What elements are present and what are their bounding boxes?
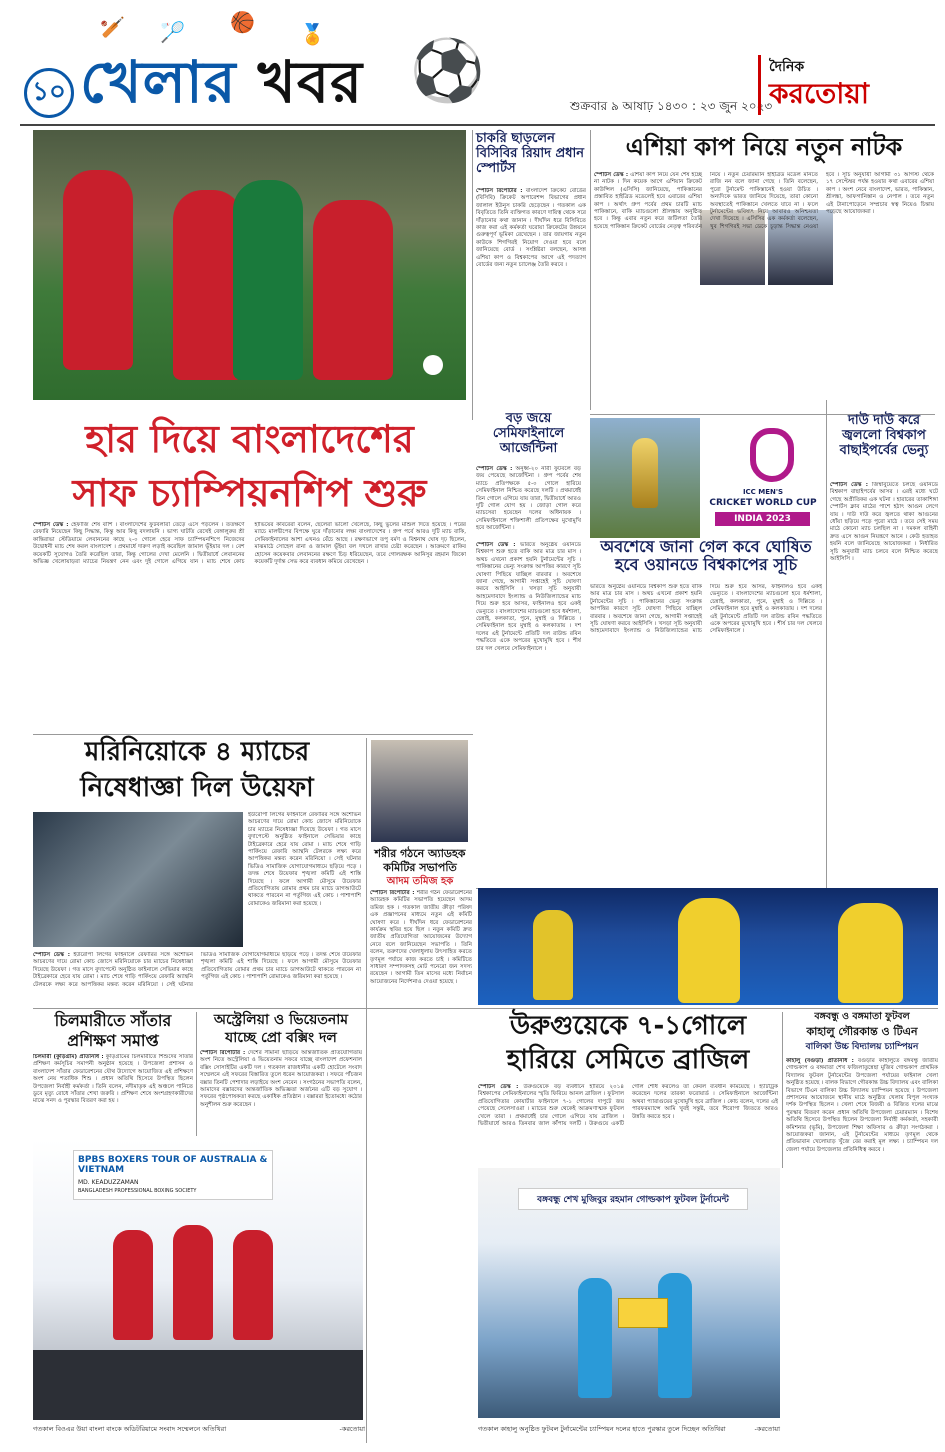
boxing-story [200, 1050, 362, 1136]
saff-headline-2: সাফ চ্যাম্পিয়নশিপ শুরু [72, 471, 427, 515]
brazil-headline-1: উরুগুয়েকে ৭-১গোলে [509, 1011, 747, 1041]
bcb-body: বাংলাদেশ ক্রিকেট বোর্ডের (বিসিবি) ক্রিকেট অপারেশন্স বিভাগের প্রধান জালাল ইউনুস চাকরি ছেড়েছেন । গতকাল এক বিবৃতিতে তিনি ব্যক্তিগত কারণে দায়িত্ব থেকে সরে দাঁড়ানোর কথা জানান । দীর্ঘদিন ধরে বিসিবিতে কাজ করা এই কর্মকর্তা ঘরোয়া ক্রিকেটের উন্নয়নে গুরুত্বপূর্ণ ভূমিকা রেখেছেন । তার জায়গায় নতুন কাউকে শিগগিরই নিয়োগ দেওয়া হবে বলে জানিয়েছে বোর্ড । সংশ্লিষ্টরা বলছেন, আসন্ন এশিয়া কাপ ও বিশ্বকাপের আগে এই পদত্যাগ বোর্ডের জন্য নতুন চ্যালেঞ্জ তৈরি করবে । [476, 188, 586, 269]
col-rule-3 [826, 400, 827, 888]
mourinho-story-bottom [33, 952, 361, 1004]
brand-word-2: খবর [257, 48, 364, 116]
worldcup-body: ভারতে অনুষ্ঠেয় ওয়ানডে বিশ্বকাপ শুরু হতে বাকি আর মাত্র চার মাস । অথচ এখনো প্রকাশ হয়নি টুর্নামেন্টের সূচি । পাকিস্তানের ভেন্যু সংক্রান্ত আপত্তির কারণে সূচি ঘোষণা পিছিয়ে যাচ্ছিল বারবার । অবশেষে জানা গেছে, আগামী সপ্তাহেই সূচি ঘোষণা করবে আইসিসি । খসড়া সূচি অনুযায়ী আহমেদাবাদে ইংল্যান্ড ও নিউজিল্যান্ডের ম্যাচ দিয়ে শুরু হবে আসর, ফাইনালও হবে একই ভেন্যুতে । বাংলাদেশের ম্যাচগুলো হবে ধর্মশালা, চেন্নাই, কলকাতা, পুনে, মুম্বাই ও দিল্লিতে । সেমিফাইনাল হবে মুম্বাই ও কলকাতায় । দশ দলের এই টুর্নামেন্টে প্রতিটি দল রাউন্ড রবিন পদ্ধতিতে একে অপরের মুখোমুখি হবে । শীর্ষ চার দল খেলবে সেমিফাইনালে । [476, 542, 581, 652]
worldcup-story-col2 [590, 584, 822, 886]
logo-line-1: দৈনিক [769, 59, 805, 75]
goldcup-credit: -করতোয়া [754, 1425, 780, 1433]
boxing-reporter: স্পোর্টস রিপোর্টার : [200, 1050, 246, 1056]
shuttlecock-icon: 🏸 [160, 20, 185, 44]
goldcup-caption: গতকাল কাহালু অনুষ্ঠিত ফুটবল টুর্নামেন্টের চ্যাম্পিয়ন দলের হাতে পুরস্কার তুলে দিচ্ছেন অতিথিরা [478, 1425, 726, 1433]
boxing-banner-name: MD. KEADUZZAMAN [78, 1179, 139, 1186]
goldcup-prize-photo [478, 1168, 780, 1418]
boxer-3 [233, 1230, 273, 1340]
player-red-1 [63, 170, 133, 370]
boxer-1 [113, 1230, 153, 1340]
venue-headline: দাউ দাউ করে জ্বললো বিশ্বকাপ বাছাইপর্বের ভেন্যু [839, 413, 929, 458]
section-brand [80, 38, 363, 135]
worldcup-story-col1 [476, 542, 581, 887]
bcb-headline: চাকরি ছাড়লেন বিসিবির রিয়াদ প্রধান স্পোর্টস [476, 131, 585, 176]
goldcup-body: বগুড়ার কাহালুতে বঙ্গবন্ধু জাতীয় গোল্ডকাপ ও বঙ্গমাতা শেখ ফজিলাতুন্নেছা মুজিব গোল্ডকাপ প্রাথমিক বিদ্যালয় ফুটবল টুর্নামেন্টের উপজেলা পর্যায়ের ফাইনাল খেলা অনুষ্ঠিত হয়েছে । বালক বিভাগে গৌরকান্ত উচ্চ বিদ্যালয় এবং বালিকা বিভাগে টিএন বালিকা উচ্চ বিদ্যালয় চ্যাম্পিয়ন হয়েছে । উপজেলা প্রশাসনের আয়োজনে স্থানীয় মাঠে অনুষ্ঠিত খেলায় বিপুল সংখ্যক দর্শক উপস্থিত ছিলেন । খেলা শেষে বিজয়ী ও বিজিত দলের মাঝে পুরস্কার বিতরণ করেন প্রধান অতিথি উপজেলা চেয়ারম্যান । বিশেষ অতিথি হিসেবে উপস্থিত ছিলেন উপজেলা নির্বাহী কর্মকর্তা, সহকারী কমিশনার (ভূমি), উপজেলা শিক্ষা অফিসার ও ক্রীড়া সংগঠকরা । আয়োজকরা জানান, এই টুর্নামেন্টের মাধ্যমে তৃণমূল থেকে প্রতিভাবান খেলোয়াড় খুঁজে বের করাই মূল লক্ষ্য । চ্যাম্পিয়ন দল জেলা পর্যায়ে উপজেলার প্রতিনিধিত্ব করবে । [786, 1058, 938, 1153]
goldcup-reporter: কাহালু (বগুড়া) প্রতিনিধি : [786, 1058, 854, 1064]
boxing-body: দেশের সীমানা ছাড়িয়ে আন্তর্জাতিক প্রতিযোগিতায় অংশ নিতে অস্ট্রেলিয়া ও ভিয়েতনাম সফরে যাচ্ছে বাংলাদেশ প্রফেশনাল বক্সিং সোসাইটির একটি দল । গতকাল রাজধানীর একটি হোটেলে সংবাদ সম্মেলনে এই সফরের বিস্তারিত তুলে ধরেন আয়োজকরা । সফরে পাঁচজন বক্সার তিনটি পেশাদার লড়াইয়ে অংশ নেবেন । সংগঠনের সভাপতি বলেন, আমাদের বক্সারদের আন্তর্জাতিক অভিজ্ঞতা অর্জনের এটি বড় সুযোগ । সফরের পৃষ্ঠপোষকতা করছে একাধিক প্রতিষ্ঠান । বক্সাররা ইতোমধ্যে কঠোর অনুশীলন শুরু করেছেন । [200, 1050, 362, 1108]
boxing-headline-2: যাচ্ছে প্রো বক্সিং দল [225, 1030, 337, 1046]
player-yellow-3 [838, 903, 903, 1003]
page-number: ১০ [24, 68, 74, 118]
player-green [233, 180, 303, 380]
wc-logo-line1: ICC MEN'S [742, 488, 784, 496]
swim-headline-1: চিলমারীতে সাঁতার [54, 1011, 172, 1030]
worldcup-body-cont: ভারতে অনুষ্ঠেয় ওয়ানডে বিশ্বকাপ শুরু হতে বাকি আর মাত্র চার মাস । অথচ এখনো প্রকাশ হয়নি টুর্নামেন্টের সূচি । পাকিস্তানের ভেন্যু সংক্রান্ত আপত্তির কারণে সূচি ঘোষণা পিছিয়ে যাচ্ছিল বারবার । অবশেষে জানা গেছে, আগামী সপ্তাহেই সূচি ঘোষণা করবে আইসিসি । খসড়া সূচি অনুযায়ী আহমেদাবাদে ইংল্যান্ড ও নিউজিল্যান্ডের ম্যাচ দিয়ে শুরু হবে আসর, ফাইনালও হবে একই ভেন্যুতে । বাংলাদেশের ম্যাচগুলো হবে ধর্মশালা, চেন্নাই, কলকাতা, পুনে, মুম্বাই ও দিল্লিতে । সেমিফাইনাল হবে মুম্বাই ও কলকাতায় । দশ দলের এই টুর্নামেন্টে প্রতিটি দল রাউন্ড রবিন পদ্ধতিতে একে অপরের মুখোমুখি হবে । শীর্ষ চার দল খেলবে সেমিফাইনালে । [590, 584, 822, 635]
col-rule-1 [472, 130, 473, 420]
boxing-credit: -করতোয়া [339, 1425, 365, 1433]
saff-reporter: স্পোর্টস ডেস্ক : [33, 522, 69, 528]
row-rule-bottom [33, 1008, 938, 1009]
mourinho-headline-2: নিষেধাজ্ঞা দিল উয়েফা [80, 773, 314, 803]
boxing-press-photo [33, 1140, 363, 1420]
trophy-banner [618, 1298, 668, 1328]
player-yellow-1 [533, 910, 573, 1000]
saff-headline-1: হার দিয়ে বাংলাদেশের [85, 417, 414, 461]
mourinho-body: ইউরোপা লিগের ফাইনালে রেফারির সঙ্গে অশোভন আচরণের দায়ে রোমা কোচ জোসে মরিনিয়োকে চার ম্যাচের নিষেধাজ্ঞা দিয়েছে উয়েফা । গত মাসে বুদাপেস্টে অনুষ্ঠিত ফাইনালে সেভিয়ার কাছে টাইব্রেকারে হেরে যায় রোমা । ম্যাচ শেষে গাড়ি পার্কিংয়ে রেফারি অ্যান্থনি টেলরকে লক্ষ্য করে আপত্তিকর মন্তব্য করেন মরিনিয়ো । সেই ঘটনার ভিডিও সামাজিক যোগাযোগমাধ্যমে ছড়িয়ে পড়ে । তদন্ত শেষে উয়েফার শৃঙ্খলা কমিটি এই শাস্তি দিয়েছে । ফলে আগামী মৌসুমে উয়েফার প্রতিযোগিতায় রোমার প্রথম চার ম্যাচে ডাগআউটে থাকতে পারবেন না পর্তুগিজ এই কোচ । পাশাপাশি রোমাকেও জরিমানা করা হয়েছে । [248, 812, 361, 907]
ahad-body: শরীর গঠন ফেডারেশনের অ্যাডহক কমিটির সভাপতি হয়েছেন আদম তমিজ হক । গতকাল জাতীয় ক্রীড়া পরিষদ এক প্রজ্ঞাপনের মাধ্যমে নতুন এই কমিটি ঘোষণা করে । দীর্ঘদিন ধরে ফেডারেশনের কার্যক্রম স্থবির হয়ে ছিল । নতুন কমিটি দ্রুত জাতীয় প্রতিযোগিতা আয়োজনের উদ্যোগ নেবে বলে জানিয়েছেন সভাপতি । তিনি বলেন, তরুণদের খেলাধুলায় উৎসাহিত করতে তৃণমূল পর্যায়ে কাজ করতে চাই । কমিটিতে সাধারণ সম্পাদকসহ মোট পনেরো জন সদস্য রয়েছেন । আগামী তিন মাসের মধ্যে নির্বাচন আয়োজনের নির্দেশনাও দেওয়া হয়েছে । [370, 890, 472, 985]
ahad-story [370, 890, 472, 1442]
mourinho-photo [33, 812, 243, 947]
mourinho-body-cont: ইউরোপা লিগের ফাইনালে রেফারির সঙ্গে অশোভন আচরণের দায়ে রোমা কোচ জোসে মরিনিয়োকে চার ম্যাচের নিষেধাজ্ঞা দিয়েছে উয়েফা । গত মাসে বুদাপেস্টে অনুষ্ঠিত ফাইনালে সেভিয়ার কাছে টাইব্রেকারে হেরে যায় রোমা । ম্যাচ শেষে গাড়ি পার্কিংয়ে রেফারি অ্যান্থনি টেলরকে লক্ষ্য করে আপত্তিকর মন্তব্য করেন মরিনিয়ো । সেই ঘটনার ভিডিও সামাজিক যোগাযোগমাধ্যমে ছড়িয়ে পড়ে । তদন্ত শেষে উয়েফার শৃঙ্খলা কমিটি এই শাস্তি দিয়েছে । ফলে আগামী মৌসুমে উয়েফার প্রতিযোগিতায় রোমার প্রথম চার ম্যাচে ডাগআউটে থাকতে পারবেন না পর্তুগিজ এই কোচ । পাশাপাশি রোমাকেও জরিমানা করা হয়েছে । [33, 952, 361, 988]
brazil-reporter: স্পোর্টস ডেস্ক : [478, 1084, 519, 1090]
wc-logo-line2: CRICKET WORLD CUP [709, 498, 817, 508]
boxing-banner-org: BANGLADESH PROFESSIONAL BOXING SOCIETY [78, 1188, 197, 1194]
wc-logo-panel [700, 418, 817, 538]
saff-match-photo [33, 130, 466, 400]
brand-word-1: খেলার [80, 48, 237, 116]
bcb-reporter: স্পোর্টস রিপোর্টার : [476, 188, 523, 194]
masthead [0, 0, 945, 125]
brazil-headline-2: হারিয়ে সেমিতে ব্রাজিল [506, 1045, 750, 1075]
ahad-headline-2: কমিটির সভাপতি [383, 861, 457, 874]
argentina-story [476, 466, 581, 540]
row-rule-mourinho [33, 734, 473, 735]
swim-story [33, 1054, 193, 1134]
football-icon [423, 355, 443, 375]
boxing-banner [73, 1150, 273, 1200]
wc-logo-icon [750, 428, 794, 482]
swim-headline-2: প্রশিক্ষণ সমাপ্ত [67, 1031, 159, 1050]
argentina-body: অনূর্ধ্ব-২০ নারী ফুটবলে বড় জয় পেয়েছে আর্জেন্টিনা । গ্রুপ পর্বের শেষ ম্যাচে প্রতিপক্ষকে ৫-০ গোলে হারিয়ে সেমিফাইনাল নিশ্চিত করেছে দলটি । প্রথমার্ধেই তিন গোলে এগিয়ে যায় তারা, দ্বিতীয়ার্ধে আরও দুটি গোল যোগ হয় । জোড়া গোল করে ম্যাচসেরা হয়েছেন দলের অধিনায়ক । সেমিফাইনালে শক্তিশালী প্রতিপক্ষের মুখোমুখি হবে আর্জেন্টিনা । [476, 466, 581, 532]
ahad-portrait [371, 740, 468, 842]
argentina-reporter: স্পোর্টস ডেস্ক : [476, 466, 513, 472]
goldcup-headline-3: বালিকা উচ্চ বিদ্যালয় চ্যাম্পিয়ন [805, 1042, 919, 1052]
goldcup-headline-2: কাহালু গৌরকান্ত ও টিএন [806, 1025, 918, 1038]
asiacup-body: এশিয়া কাপ নিয়ে যেন শেষ হচ্ছে না নাটক । দিন কয়েক আগে এশিয়ান ক্রিকেট কাউন্সিল (এসিসি) জানিয়েছে, পাকিস্তানের প্রস্তাবিত হাইব্রিড মডেলেই হবে এবারের এশিয়া কাপ । অর্থাৎ গ্রুপ পর্বের প্রথম চারটি ম্যাচ পাকিস্তানে, বাকি ম্যাচগুলো শ্রীলঙ্কায় অনুষ্ঠিত হবে । কিন্তু এবার নতুন করে জটিলতা তৈরি হয়েছে পাকিস্তান ক্রিকেট বোর্ডের নেতৃত্ব পরিবর্তন নিয়ে । নতুন চেয়ারম্যান হাইব্রিড মডেল মানতে রাজি নন বলে জানা গেছে । তিনি বলেছেন, পুরো টুর্নামেন্ট পাকিস্তানেই হওয়া উচিত । অন্যদিকে ভারত জানিয়ে দিয়েছে, তারা কোনো অবস্থাতেই পাকিস্তানে খেলতে যাবে না । ফলে টুর্নামেন্টের ভবিষ্যৎ নিয়ে আবারও অনিশ্চয়তা দেখা দিয়েছে । এসিসির এক কর্মকর্তা বলেছেন, খুব শিগগিরই সভা ডেকে চূড়ান্ত সিদ্ধান্ত নেওয়া হবে । সূচি অনুযায়ী আগামী ৩১ আগস্ট থেকে ১৭ সেপ্টেম্বর পর্যন্ত হওয়ার কথা এবারের এশিয়া কাপ । অংশ নেবে বাংলাদেশ, ভারত, পাকিস্তান, শ্রীলঙ্কা, আফগানিস্তান ও নেপাল । তবে নতুন এই টানাপোড়েনে সম্প্রচার স্বত্ব নিয়েও চিন্তায় পড়েছে আয়োজকরা । [594, 172, 934, 230]
boxer-2 [173, 1225, 213, 1340]
boxing-headline-1: অস্ট্রেলিয়া ও ভিয়েতনাম [213, 1012, 349, 1028]
swim-body: কুড়িগ্রামের চিলমারীতে শিশুদের সাঁতার প্রশিক্ষণ কর্মসূচির সমাপনী অনুষ্ঠান হয়েছে । উপজেলা প্রশাসন ও বাংলাদেশ সাঁতার ফেডারেশনের যৌথ উদ্যোগে আয়োজিত এই প্রশিক্ষণে অংশ নেয় শতাধিক শিশু । প্রধান অতিথি হিসেবে উপস্থিত ছিলেন উপজেলা নির্বাহী কর্মকর্তা । তিনি বলেন, নদীমাতৃক এই অঞ্চলে পানিতে ডুবে মৃত্যু রোধে সাঁতার শেখা জরুরি । প্রশিক্ষণ শেষে অংশগ্রহণকারীদের মাঝে সনদ ও পুরস্কার বিতরণ করা হয় । [33, 1054, 193, 1105]
mourinho-reporter: স্পোর্টস ডেস্ক : [33, 952, 70, 958]
boxing-caption: গতকাল বিওএর উয়া বাংলা বাংকে অডিটরিয়ামে সংবাদ সম্মেলনে অতিথিরা [33, 1425, 227, 1433]
saff-body: হেফাজি শেষ বাঁশি । বাংলাদেশের ফুটবলারা তেড়ে এসে পড়লেন । ততক্ষণে রেফারি নিয়েছেন কিছু সিদ্ধান্ত, কিন্তু আর কিছু বদলায়নি । ভাগ্য ঘাটতি রেখেই বেঙ্গালুরুর শ্রী কান্তিরাভা স্টেডিয়ামে লেবাননের কাছে ২-০ গোলে হেরে সাফ চ্যাম্পিয়নশিপে নিজেদের উদ্বোধনী ম্যাচ শেষ করল বাংলাদেশ । প্রথমার্ধে দারুণ লড়াই করেছিল জামাল ভূঁইয়ার দল । বেশ কয়েকটি সুযোগও তৈরি করেছিল তারা, কিন্তু গোলের দেখা মেলেনি । দ্বিতীয়ার্ধে লেবাননের অভিজ্ঞ খেলোয়াড়রা ম্যাচের নিয়ন্ত্রণ নেন এবং দুই গোলে এগিয়ে যান । ম্যাচ শেষে কোচ হাভিয়ের কাবরেরা বলেন, ছেলেরা ভালো খেলেছে, কিছু ভুলের মাশুল দিতে হয়েছে । পরের ম্যাচে মালদ্বীপের বিপক্ষে ঘুরে দাঁড়ানোর লক্ষ্য বাংলাদেশের । গ্রুপ পর্বে আরও দুটি ম্যাচ বাকি, সেমিফাইনালের আশা এখনও বেঁচে আছে । রক্ষণভাগে তপু বর্মণ ও বিশ্বনাথ ঘোষ দৃঢ় ছিলেন, মাঝমাঠে সোহেল রানা ও জামাল ভূঁইয়া বল দখলে রাখার চেষ্টা করেছেন । আক্রমণে রাকিব হোসেন কয়েকবার লেবাননের রক্ষণে চিড় ধরিয়েছেন, তবে গোলরক্ষক আনিসুর রহমান জিকো কয়েকটি দুর্দান্ত সেভ করে ব্যবধান কমিয়ে রেখেছেন । [33, 522, 466, 566]
ahad-headline-3: আদম তমিজ হক [386, 876, 454, 887]
col-rule-2 [590, 130, 591, 410]
worldcup-headline: অবশেষে জানা গেল কবে ঘোষিত হবে ওয়ানডে বিশ্বকাপের সূচি [600, 537, 812, 575]
trophy-photo [590, 418, 700, 538]
player-blue-1 [578, 1278, 612, 1398]
wc-logo-line3: INDIA 2023 [715, 512, 810, 526]
venue-reporter: স্পোর্টস ডেস্ক : [830, 482, 868, 488]
issue-date: শুক্রবার ৯ আষাঢ় ১৪৩০ : ২৩ জুন ২০২৩ [570, 99, 773, 113]
venue-story [830, 482, 938, 887]
mourinho-headline-1: মরিনিয়োকে ৪ ম্যাচের [84, 737, 310, 767]
mourinho-story [248, 812, 361, 947]
trophy-icon [632, 438, 658, 508]
argentina-headline: বড় জয়ে সেমিফাইনালে আর্জেন্টিনা [492, 411, 565, 456]
col-rule-6 [782, 1012, 783, 1168]
bcb-story [476, 188, 586, 410]
venue-body: জিম্বাবুয়েতে চলছে ওয়ানডে বিশ্বকাপ বাছাইপর্বের আসর । এরই মধ্যে ঘটে গেছে অপ্রীতিকর এক ঘটনা । হারারের তাকাশিঙ্গা স্পোর্টস ক্লাব মাঠের পাশে হঠাৎ আগুন লেগে যায় । দাউ দাউ করে জ্বলতে থাকা আগুনের ধোঁয়া ছড়িয়ে পড়ে পুরো মাঠে । তবে সেই সময় মাঠে কোনো ম্যাচ চলছিল না । দমকল বাহিনী দ্রুত এসে আগুন নিয়ন্ত্রণে আনে । কেউ হতাহত হয়নি বলে জানিয়েছে আয়োজকরা । নির্ধারিত সূচি অনুযায়ী ম্যাচ চলবে বলে নিশ্চিত করেছে আইসিসি । [830, 482, 938, 563]
col-rule-5 [196, 1012, 197, 1136]
goldcup-headline-1: বঙ্গবন্ধু ও বঙ্গমাতা ফুটবল [814, 1011, 910, 1022]
worldcup-reporter: স্পোর্টস ডেস্ক : [476, 542, 516, 548]
brazil-story [478, 1084, 778, 1164]
brazil-body: উরুগুয়েকে বড় ব্যবধানে হারিয়ে ২০১৪ বিশ্বকাপের সেমিফাইনালের স্মৃতি ফিরিয়ে আনল ব্রাজিল । ফুটসাল প্রতিযোগিতার কোয়ার্টার ফাইনালে ৭-১ গোলের দাপুটে জয় পেয়েছে সেলেসাওরা । ম্যাচের শুরু থেকেই আক্রমণাত্মক ফুটবল খেলে তারা । প্রথমার্ধেই চার গোলে এগিয়ে যায় ব্রাজিল । দ্বিতীয়ার্ধে আরও তিনবার জাল কাঁপায় দলটি । উরুগুয়ে একটি গোল শোধ করলেও তা কেবল ব্যবধান কমিয়েছে । হ্যাটট্রিক করেছেন দলের তারকা ফরোয়ার্ড । সেমিফাইনালে আর্জেন্টিনা অথবা প্যারাগুয়ের মুখোমুখি হবে ব্রাজিল । কোচ বলেন, দলের এই পারফরম্যান্সে আমি খুবই সন্তুষ্ট, তবে শিরোপা জিততে আরও উন্নতি করতে হবে । [478, 1084, 778, 1128]
brazil-futsal-photo [478, 888, 938, 1005]
footballer-silhouette-icon: ⚽ [410, 36, 485, 106]
medal-icon: 🏅 [300, 22, 325, 46]
player-yellow-2 [678, 898, 740, 1003]
ahad-headline-1: শরীর গঠনে অ্যাডহক [374, 847, 466, 860]
goldcup-story [786, 1058, 938, 1442]
saff-story [33, 522, 466, 732]
masthead-rule [20, 124, 935, 126]
goldcup-banner: বঙ্গবন্ধু শেখ মুজিবুর রহমান গোল্ডকাপ ফুটবল টুর্নামেন্ট [518, 1188, 748, 1210]
boxing-banner-title: BPBS BOXERS TOUR OF AUSTRALIA & VIETNAM [78, 1155, 268, 1175]
basketball-icon: 🏀 [230, 10, 255, 34]
asiacup-story [594, 172, 934, 410]
player-red-3 [313, 200, 393, 380]
col-rule-4 [366, 738, 367, 1443]
ahad-reporter: স্পোর্টস রিপোর্টার : [370, 890, 415, 896]
player-blue-2 [658, 1273, 692, 1398]
asiacup-reporter: স্পোর্টস ডেস্ক : [594, 172, 629, 178]
press-table [33, 1350, 363, 1420]
logo-line-2: করতোয়া [769, 77, 869, 110]
swim-reporter: চিলমারী (কুড়িগ্রাম) প্রতিনিধি : [33, 1054, 104, 1060]
cricket-bat-icon: 🏏 [100, 15, 125, 39]
asiacup-headline: এশিয়া কাপ নিয়ে নতুন নাটক [625, 133, 903, 161]
newspaper-logo [758, 55, 938, 115]
